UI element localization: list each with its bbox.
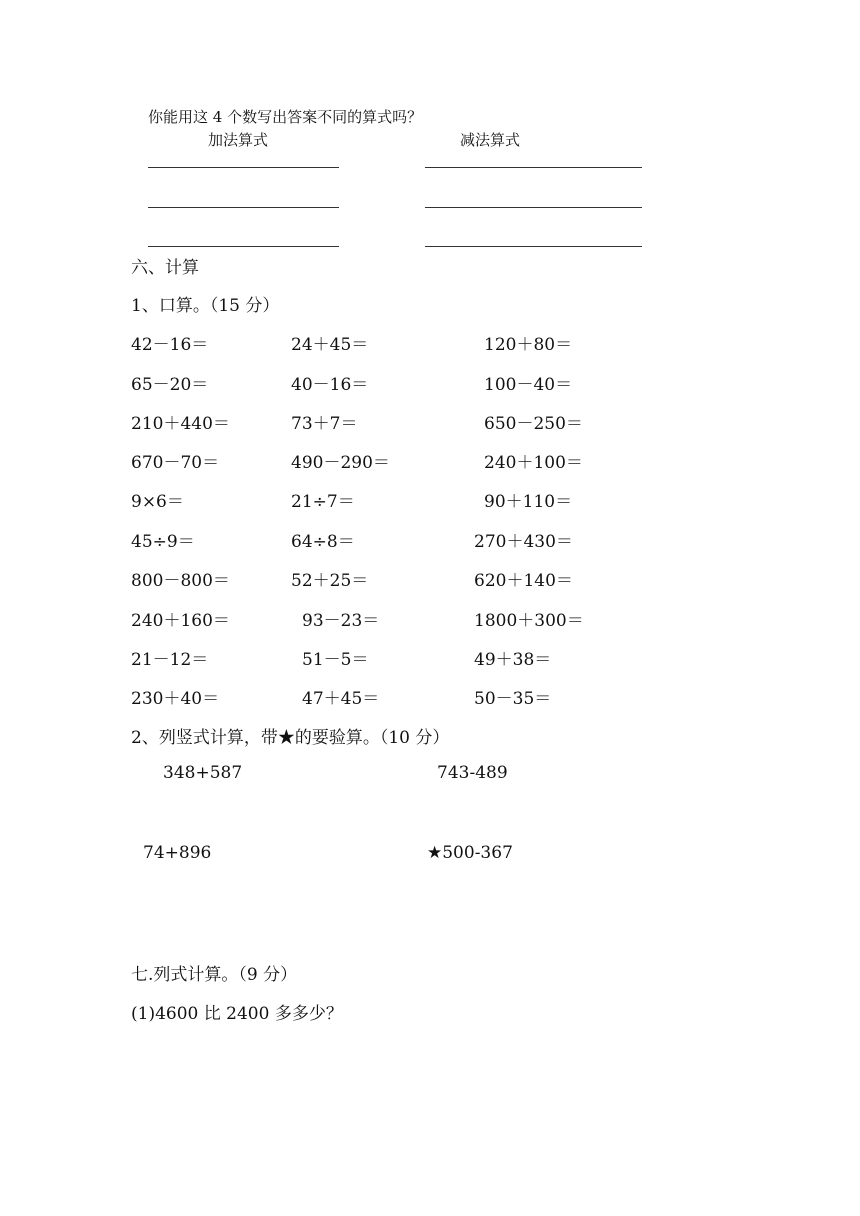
- oral-problem: 93－23＝: [302, 611, 380, 631]
- addition-answer-line[interactable]: [148, 167, 339, 168]
- oral-problem: 52＋25＝: [291, 571, 369, 591]
- question-text: 你能用这 4 个数写出答案不同的算式吗？: [148, 108, 423, 126]
- vertical-problem-starred: ★500-367: [427, 843, 513, 863]
- oral-problem: 21÷7＝: [291, 492, 355, 512]
- part-2-title: 2、列竖式计算，带★的要验算。（10 分）: [131, 728, 450, 748]
- oral-problem: 270＋430＝: [474, 532, 573, 552]
- addition-heading: 加法算式: [208, 131, 269, 149]
- oral-problem: 800－800＝: [131, 571, 230, 591]
- subtraction-answer-line[interactable]: [425, 167, 642, 168]
- oral-problem: 90＋110＝: [484, 492, 573, 512]
- oral-problem: 1800＋300＝: [474, 611, 584, 631]
- oral-problem: 210＋440＝: [131, 414, 230, 434]
- oral-problem: 51－5＝: [302, 650, 369, 670]
- oral-problem: 42－16＝: [131, 335, 209, 355]
- vertical-problem: 743-489: [437, 763, 508, 783]
- oral-problem: 650－250＝: [484, 414, 583, 434]
- section-6-title: 六、计算: [131, 258, 199, 278]
- subtraction-heading: 减法算式: [460, 131, 521, 149]
- oral-problem: 620＋140＝: [474, 571, 573, 591]
- oral-problem: 47＋45＝: [302, 689, 380, 709]
- oral-problem: 65－20＝: [131, 375, 209, 395]
- addition-answer-line[interactable]: [148, 246, 339, 247]
- oral-problem: 45÷9＝: [131, 532, 195, 552]
- vertical-problem: 348+587: [163, 763, 243, 783]
- addition-answer-line[interactable]: [148, 207, 339, 208]
- section-7-question-1: (1)4600 比 2400 多多少？: [131, 1004, 343, 1024]
- oral-problem: 9×6＝: [131, 492, 184, 512]
- oral-problem: 230＋40＝: [131, 689, 220, 709]
- oral-problem: 120＋80＝: [484, 335, 573, 355]
- oral-problem: 49＋38＝: [474, 650, 552, 670]
- oral-problem: 21－12＝: [131, 650, 209, 670]
- part-1-title: 1、口算。（15 分）: [131, 296, 280, 316]
- oral-problem: 240＋160＝: [131, 611, 230, 631]
- subtraction-answer-line[interactable]: [425, 207, 642, 208]
- oral-problem: 490－290＝: [291, 453, 390, 473]
- subtraction-answer-line[interactable]: [425, 246, 642, 247]
- oral-problem: 40－16＝: [291, 375, 369, 395]
- vertical-problem: 74+896: [143, 843, 212, 863]
- oral-problem: 50－35＝: [474, 689, 552, 709]
- section-7-title: 七.列式计算。（9 分）: [131, 965, 298, 985]
- oral-problem: 24＋45＝: [291, 335, 369, 355]
- oral-problem: 73＋7＝: [291, 414, 358, 434]
- oral-problem: 670－70＝: [131, 453, 220, 473]
- oral-problem: 100－40＝: [484, 375, 573, 395]
- oral-problem: 240＋100＝: [484, 453, 583, 473]
- oral-problem: 64÷8＝: [291, 532, 355, 552]
